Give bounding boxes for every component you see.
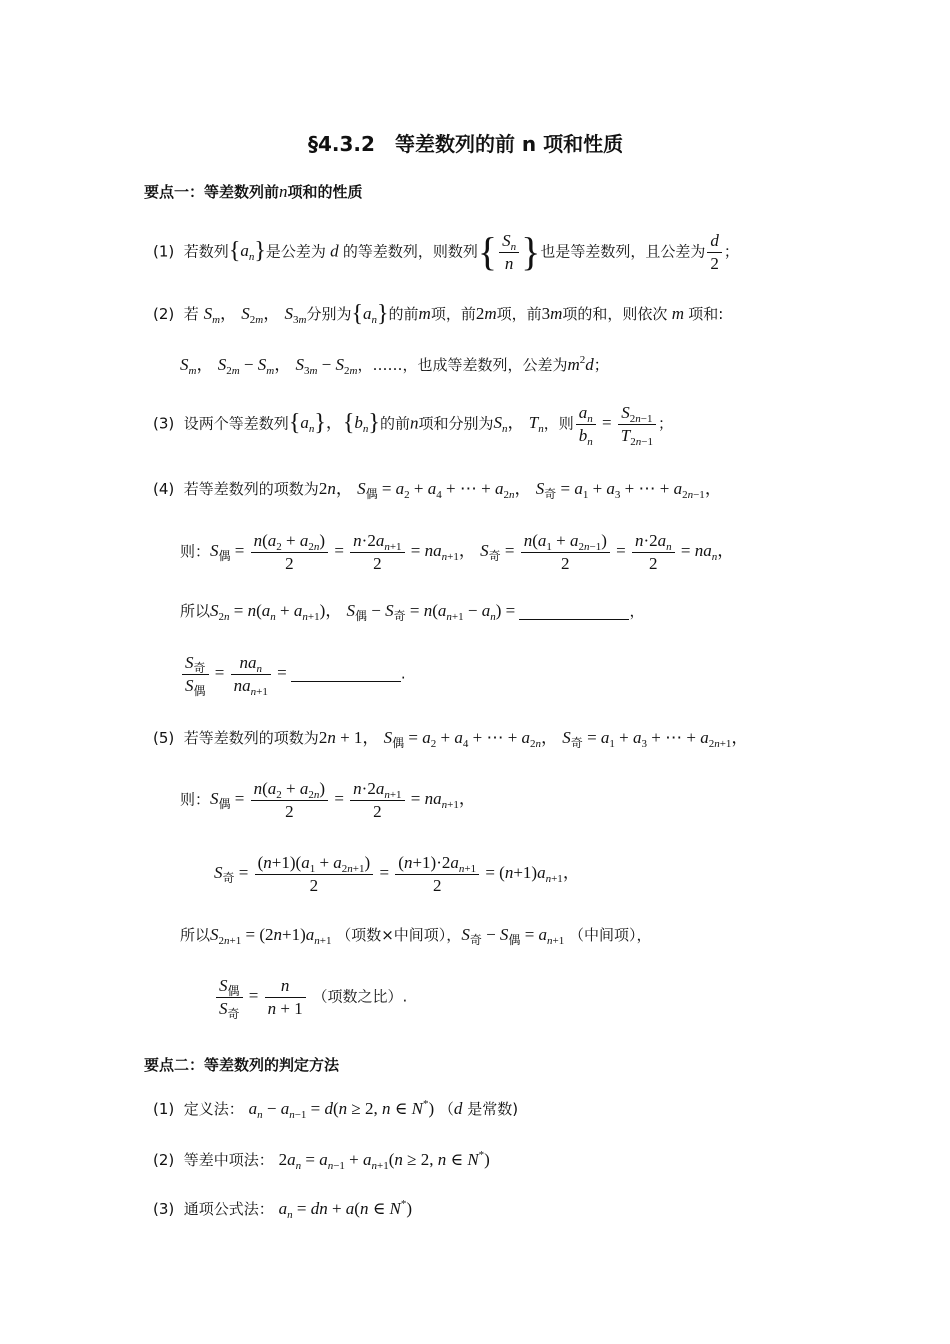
property-5-then: 则：$S_偶$ = $\frac{n(a_2 + a_{2n})}{2}$ = $\frac{n\cdot 2a_{n+1}}{2}$ = $na_{n+1}$， bbox=[180, 779, 476, 821]
section-heading-2: 要点二：等差数列的判定方法 bbox=[144, 1056, 340, 1074]
property-5-ratio: $\frac{S_偶}{S_奇}$ = $\frac{n}{n + 1}$ （项数之比）. bbox=[214, 975, 407, 1020]
page-title: §4.3.2 等差数列的前 n 项和性质 bbox=[308, 132, 624, 156]
property-2: (2) 若 $S_m$， $S_{2m}$， $S_{3m}$分别为$\{a_n\}$的前m项，前2m项，前3m项的和，则依次 m 项和: bbox=[153, 301, 724, 327]
method-2: (2) 等差中项法： $2a_n = a_{n-1} + a_{n+1}(n \ge 2$, n ∈ N*) bbox=[153, 1149, 490, 1172]
property-4-ratio: $\frac{S_奇}{S_偶}$ = $\frac{na_n}{na_{n+1}}$ = . bbox=[180, 652, 406, 697]
property-5: (5) 若等差数列的项数为2n + 1， $S_偶 = a_2 + a_4$ + ⋯ + $a_{2n}$， $S_奇 = a_1 + a_3$ + ⋯ + $a_{2n+1}$， bbox=[153, 728, 749, 750]
property-5-odd: $S_奇$ = $\frac{(n+1)(a_1 + a_{2n+1})}{2}$ = $\frac{(n+1)\cdot 2a_{n+1}}{2}$ = $(n+1)a_{n+1}$， bbox=[214, 853, 580, 895]
property-4: (4) 若等差数列的项数为2n， $S_偶 = a_2 + a_4$ + ⋯ + $a_{2n}$， $S_奇 = a_1 + a_3$ + ⋯ + $a_{2n-1}$， bbox=[153, 479, 722, 501]
answer-blank-2[interactable] bbox=[291, 665, 401, 682]
property-4-then: 则：$S_偶$ = $\frac{n(a_2 + a_{2n})}{2}$ = $\frac{n\cdot 2a_{n+1}}{2}$ = $na_{n+1}$， $S_奇$ = $\frac{n(a_1 + a_{2n-1})}{2}$ = $\frac{n\cdot 2a_n}{2}$ = $na_n$， bbox=[180, 531, 735, 573]
property-1: (1) 若数列$\{a_n\}$是公差为 d 的等差数列，则数列{ $\frac{S_n}{n}$ }也是等差数列，且公差为 $\frac{d}{2}$ ； bbox=[153, 229, 739, 275]
method-1: (1) 定义法： $a_n - a_{n-1} = d(n \ge 2$, n ∈ N*) （d 是常数) bbox=[153, 1098, 519, 1121]
property-4-so: 所以$S_{2n} = n(a_n + a_{n+1})$， $S_偶 - S_奇 = n(a_{n+1} - a_n)$ = ， bbox=[180, 601, 645, 623]
property-2-cont: $S_m$， $S_{2m} - S_m$， $S_{3m} - S_{2m}$，……，也成等差数列，公差为$m^2d$； bbox=[180, 354, 609, 377]
answer-blank-1[interactable] bbox=[519, 603, 629, 620]
method-3: (3) 通项公式法： $a_n$ = dn + a(n ∈ N*) bbox=[153, 1198, 413, 1221]
property-5-so: 所以$S_{2n+1} = (2n+1)a_{n+1}$ （项数×中间项），$S_奇 - S_偶 = a_{n+1}$ （中间项）， bbox=[180, 925, 652, 947]
property-3: (3) 设两个等差数列$\{a_n\}$，$\{b_n\}$的前n项和分别为$S_n$， $T_n$，则 $\frac{a_n}{b_n}$ = $\frac{S_{2n-1}}{T_{2n-1}}$ ； bbox=[153, 403, 673, 448]
section-heading-1: 要点一：等差数列前n项和的性质 bbox=[144, 182, 363, 201]
